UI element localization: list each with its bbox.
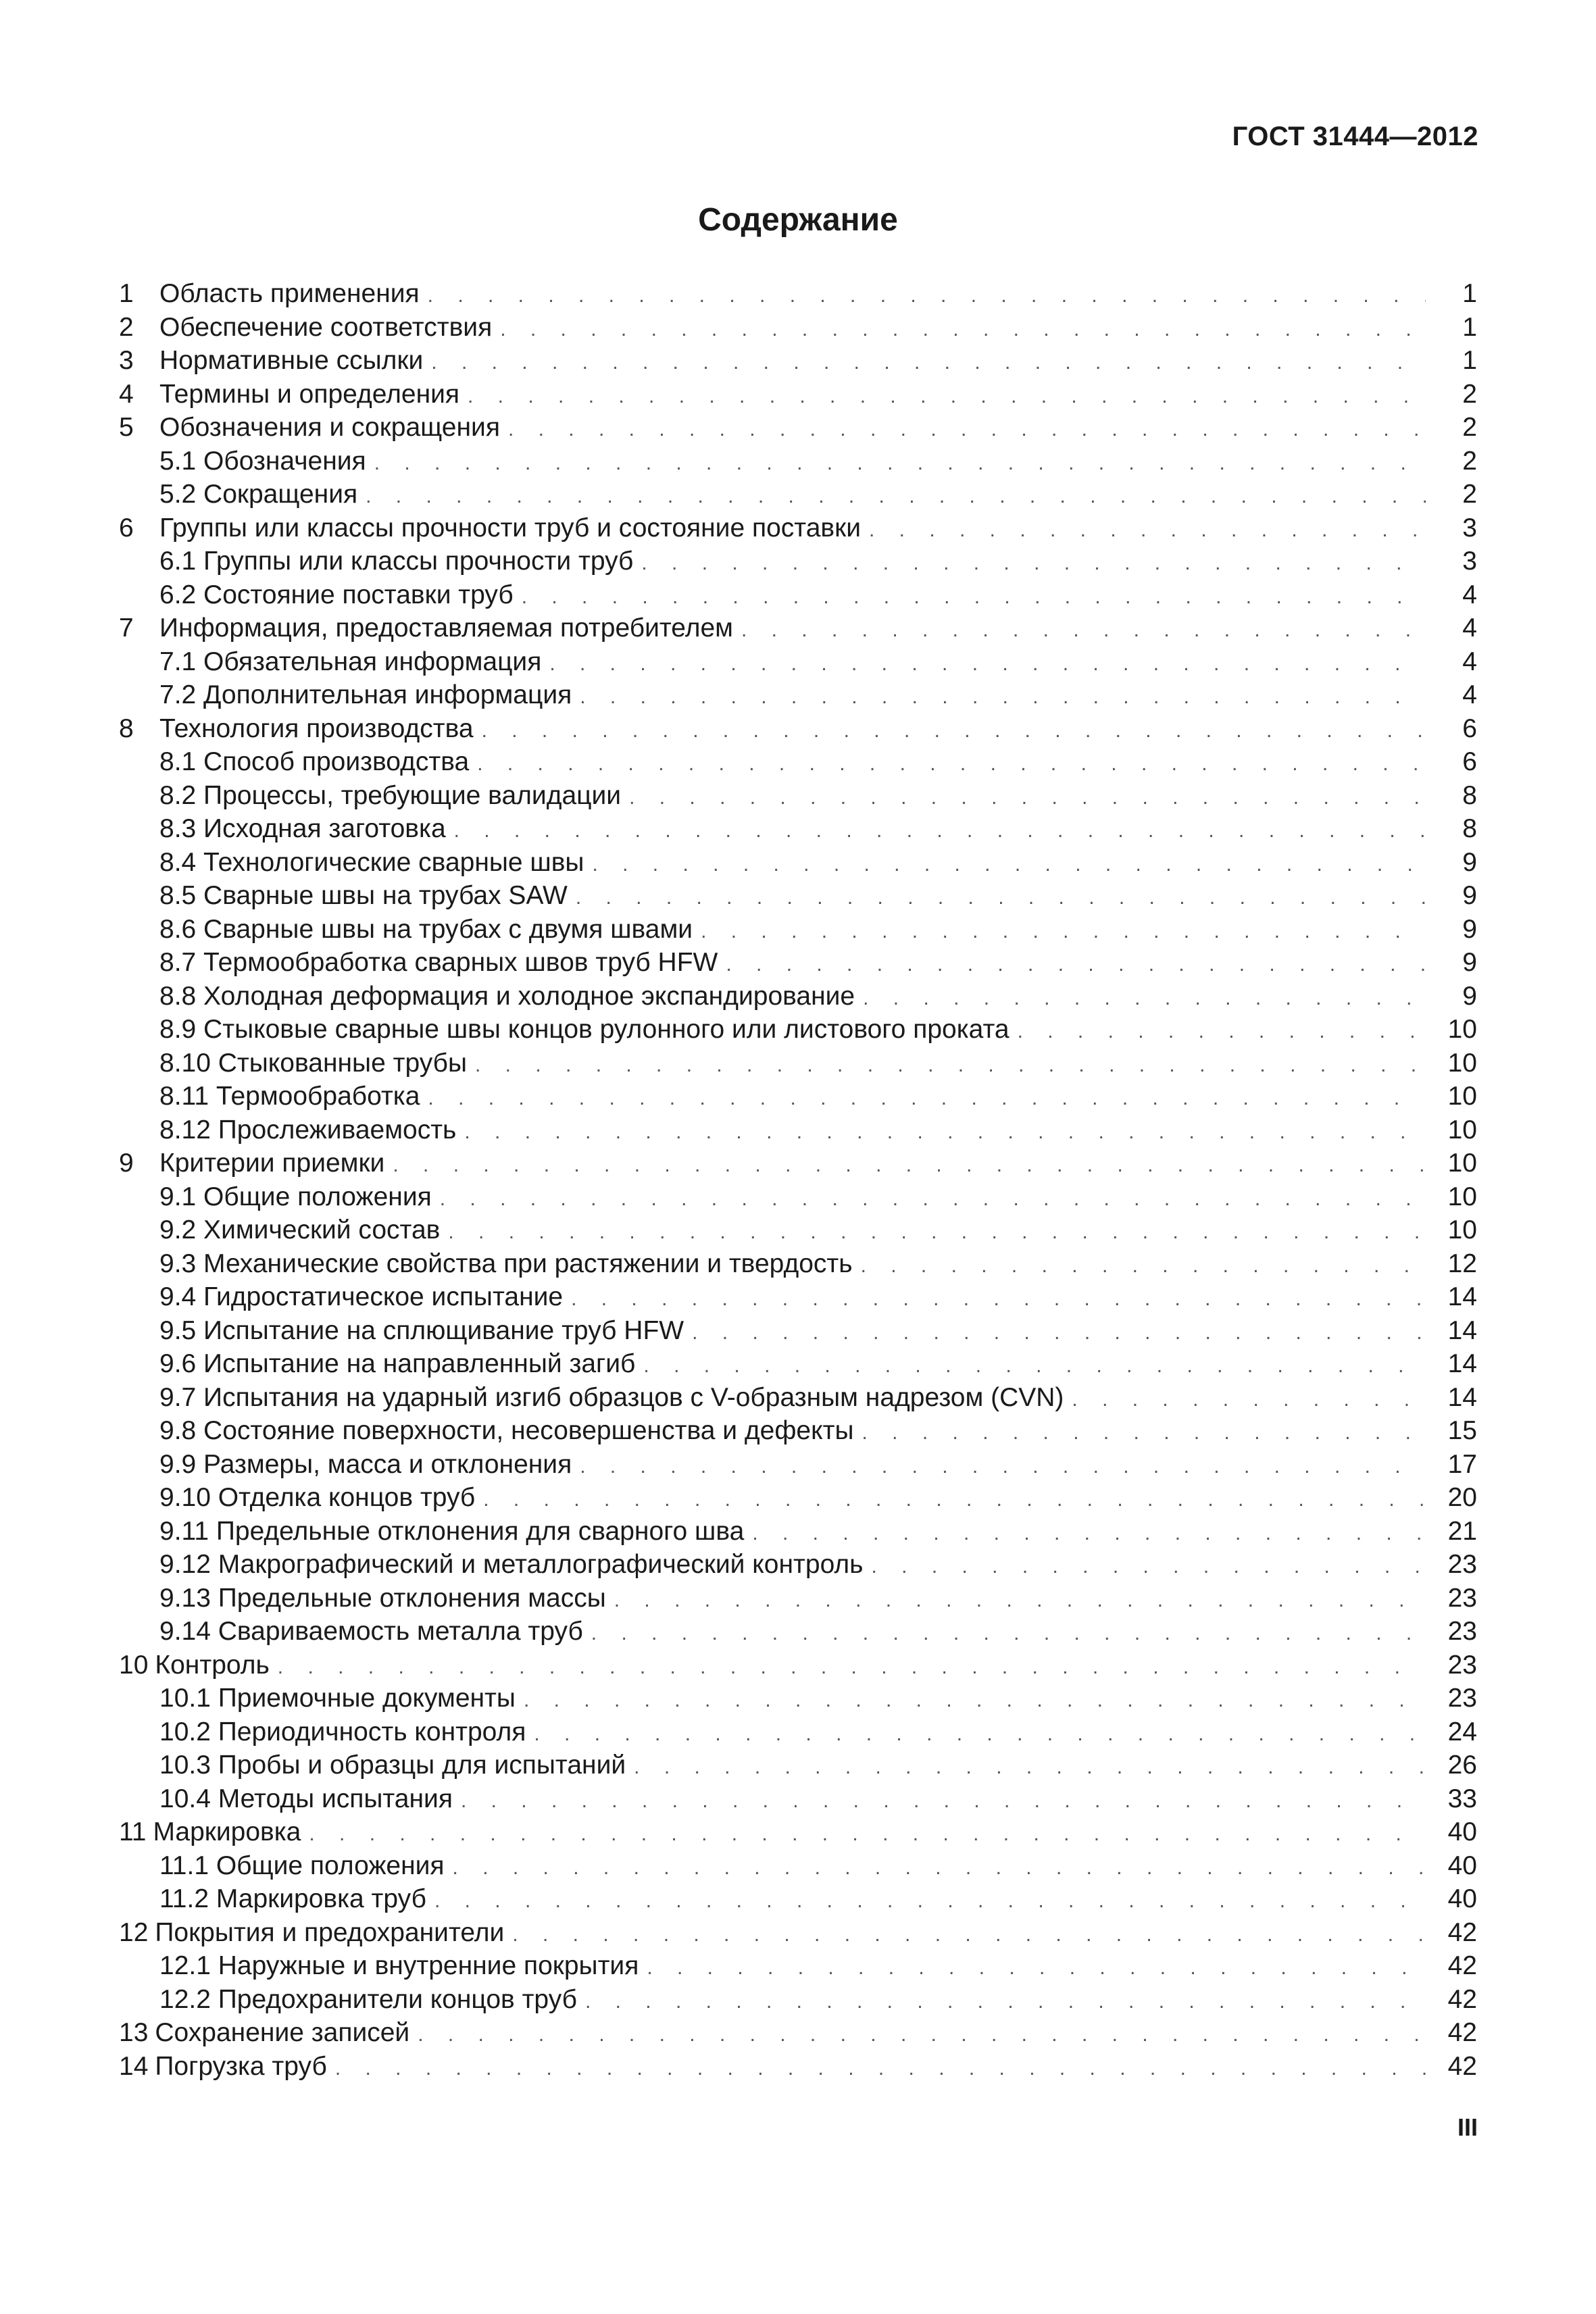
- page-title: Содержание: [698, 202, 898, 238]
- toc-entry-page: 1: [1462, 279, 1477, 308]
- toc-entry-title: Технология производства: [159, 713, 474, 743]
- toc-entry-title: 11.2 Маркировка труб: [159, 1884, 426, 1913]
- toc-entry-page: 14: [1447, 1382, 1477, 1412]
- toc-entry-number: 10: [119, 1650, 149, 1680]
- toc-entry[interactable]: [119, 344, 1477, 378]
- toc-entry-title: 8.12 Прослеживаемость: [159, 1115, 457, 1145]
- toc-entry-page: 23: [1447, 1550, 1477, 1579]
- toc-entry-page: 20: [1447, 1483, 1477, 1512]
- toc-entry[interactable]: [119, 1414, 1477, 1448]
- toc-entry[interactable]: [119, 1080, 1477, 1113]
- toc-entry-page: 2: [1462, 446, 1477, 476]
- toc-entry-number: 3: [119, 346, 134, 375]
- toc-entry-title: 10.1 Приемочные документы: [159, 1684, 516, 1713]
- toc-dot-leader: [869, 513, 1426, 547]
- toc-dot-leader: [508, 413, 1426, 447]
- toc-dot-leader: [643, 1349, 1426, 1383]
- toc-entry-number: 12: [119, 1917, 149, 1947]
- toc-entry-number: 1: [119, 279, 134, 308]
- toc-dot-leader: [482, 714, 1426, 748]
- toc-entry-page: 1: [1462, 346, 1477, 375]
- toc-entry-page: 40: [1447, 1884, 1477, 1913]
- toc-dot-leader: [752, 1517, 1426, 1551]
- toc-dot-leader: [468, 380, 1426, 413]
- toc-dot-leader: [591, 1617, 1426, 1651]
- toc-entry-title: Погрузка труб: [155, 2051, 327, 2081]
- toc-entry-title: Критерии приемки: [159, 1149, 385, 1178]
- toc-entry-number: 9: [119, 1149, 134, 1178]
- toc-dot-leader: [592, 848, 1426, 882]
- toc-entry-title: 9.2 Химический состав: [159, 1215, 441, 1244]
- toc-entry[interactable]: [119, 1113, 1477, 1147]
- toc-entry[interactable]: [119, 1013, 1477, 1047]
- toc-dot-leader: [647, 1951, 1426, 1985]
- toc-dot-leader: [585, 1985, 1426, 2019]
- toc-entry-page: 4: [1462, 680, 1477, 709]
- toc-entry[interactable]: [119, 478, 1477, 511]
- toc-entry-page: 40: [1447, 1817, 1477, 1846]
- toc-entry-title: 7.1 Обязательная информация: [159, 647, 542, 676]
- toc-dot-leader: [549, 647, 1426, 681]
- toc-entry-page: 42: [1447, 2051, 1477, 2081]
- toc-entry-number: 5: [119, 413, 134, 442]
- toc-entry-title: Информация, предоставляемая потребителем: [159, 613, 733, 643]
- toc-entry-title: Покрытия и предохранители: [155, 1917, 505, 1947]
- toc-dot-leader: [393, 1149, 1426, 1182]
- toc-entry-page: 8: [1462, 814, 1477, 843]
- toc-entry-page: 2: [1462, 379, 1477, 409]
- toc-entry[interactable]: [119, 678, 1477, 712]
- toc-entry-title: 6.2 Состояние поставки труб: [159, 580, 514, 609]
- toc-entry-title: 9.6 Испытание на направленный загиб: [159, 1349, 636, 1378]
- toc-dot-leader: [483, 1483, 1426, 1517]
- toc-dot-leader: [461, 1784, 1426, 1818]
- toc-entry-number: 6: [119, 513, 134, 543]
- toc-entry-page: 23: [1447, 1583, 1477, 1613]
- toc-dot-leader: [692, 1316, 1426, 1350]
- toc-entry-page: 3: [1462, 547, 1477, 576]
- toc-dot-leader: [512, 1918, 1426, 1952]
- toc-dot-leader: [278, 1651, 1426, 1684]
- toc-entry[interactable]: [119, 1949, 1477, 1983]
- toc-entry[interactable]: [119, 779, 1477, 813]
- toc-entry-title: 10.2 Периодичность контроля: [159, 1717, 526, 1746]
- toc-entry-title: 8.1 Способ производства: [159, 747, 470, 776]
- toc-entry[interactable]: [119, 2050, 1477, 2084]
- toc-entry[interactable]: [119, 2016, 1477, 2050]
- toc-dot-leader: [500, 313, 1426, 347]
- toc-entry-page: 4: [1462, 580, 1477, 609]
- toc-entry[interactable]: [119, 378, 1477, 411]
- toc-entry[interactable]: [119, 1983, 1477, 2017]
- toc-entry-page: 10: [1447, 1048, 1477, 1078]
- toc-entry-number: 7: [119, 613, 134, 643]
- toc-entry-title: 8.3 Исходная заготовка: [159, 814, 446, 843]
- toc-entry[interactable]: [119, 1314, 1477, 1348]
- toc-entry-title: Маркировка: [153, 1817, 301, 1846]
- toc-entry-page: 23: [1447, 1617, 1477, 1646]
- toc-entry[interactable]: [119, 1180, 1477, 1214]
- toc-entry[interactable]: [119, 611, 1477, 645]
- toc-dot-leader: [366, 480, 1426, 513]
- toc-entry[interactable]: [119, 1280, 1477, 1314]
- toc-entry-title: 8.8 Холодная деформация и холодное экспандирование: [159, 981, 855, 1011]
- toc-entry-page: 2: [1462, 480, 1477, 509]
- toc-dot-leader: [428, 1082, 1426, 1115]
- toc-entry[interactable]: [119, 879, 1477, 913]
- toc-dot-leader: [861, 1249, 1426, 1283]
- toc-entry-page: 42: [1447, 1984, 1477, 2014]
- toc-entry[interactable]: [119, 1682, 1477, 1715]
- toc-entry-title: Группы или классы прочности труб и состояние поставки: [159, 513, 861, 543]
- toc-dot-leader: [524, 1684, 1426, 1717]
- toc-entry-title: 8.6 Сварные швы на трубах с двумя швами: [159, 914, 693, 944]
- toc-entry-page: 3: [1462, 513, 1477, 543]
- toc-entry[interactable]: [119, 980, 1477, 1013]
- toc-entry-title: 9.4 Гидростатическое испытание: [159, 1282, 564, 1311]
- toc-dot-leader: [871, 1550, 1426, 1584]
- toc-entry[interactable]: [119, 1649, 1477, 1682]
- toc-entry[interactable]: [119, 1147, 1477, 1180]
- toc-entry-page: 23: [1447, 1684, 1477, 1713]
- toc-dot-leader: [741, 613, 1426, 647]
- page-number: III: [1457, 2113, 1478, 2141]
- toc-entry-page: 9: [1462, 914, 1477, 944]
- toc-dot-leader: [576, 881, 1426, 915]
- toc-entry-title: 7.2 Дополнительная информация: [159, 680, 572, 709]
- toc-entry-page: 15: [1447, 1416, 1477, 1445]
- toc-dot-leader: [641, 547, 1426, 580]
- toc-entry[interactable]: [119, 846, 1477, 880]
- toc-entry-page: 14: [1447, 1282, 1477, 1311]
- toc-entry-page: 1: [1462, 312, 1477, 342]
- toc-entry[interactable]: [119, 712, 1477, 746]
- toc-entry-title: 9.8 Состояние поверхности, несовершенства и дефекты: [159, 1416, 854, 1445]
- toc-entry-title: 5.2 Сокращения: [159, 480, 358, 509]
- toc-dot-leader: [1072, 1383, 1426, 1417]
- toc-entry-number: 11: [119, 1817, 147, 1846]
- toc-entry-title: 8.10 Стыкованные трубы: [159, 1048, 468, 1078]
- toc-entry-title: 11.1 Общие положения: [159, 1851, 445, 1880]
- toc-entry-page: 9: [1462, 847, 1477, 877]
- toc-entry[interactable]: [119, 1882, 1477, 1916]
- toc-entry-page: 6: [1462, 747, 1477, 776]
- table-of-contents: [119, 277, 1477, 2083]
- toc-dot-leader: [571, 1282, 1426, 1316]
- toc-dot-leader: [418, 2018, 1426, 2052]
- toc-entry-page: 10: [1447, 1182, 1477, 1211]
- toc-dot-leader: [431, 346, 1426, 380]
- toc-entry-title: 6.1 Группы или классы прочности труб: [159, 547, 634, 576]
- toc-entry-page: 21: [1447, 1516, 1477, 1546]
- toc-dot-leader: [374, 447, 1426, 480]
- toc-entry[interactable]: [119, 578, 1477, 612]
- toc-dot-leader: [580, 680, 1426, 714]
- toc-entry[interactable]: [119, 1916, 1477, 1950]
- toc-entry-page: 9: [1462, 948, 1477, 977]
- toc-entry-title: 10.3 Пробы и образцы для испытаний: [159, 1751, 626, 1780]
- toc-entry-page: 24: [1447, 1717, 1477, 1746]
- toc-dot-leader: [522, 580, 1426, 614]
- toc-entry-title: 10.4 Методы испытания: [159, 1784, 453, 1813]
- toc-entry-number: 2: [119, 312, 134, 342]
- toc-entry[interactable]: [119, 545, 1477, 578]
- toc-entry-title: 8.9 Стыковые сварные швы концов рулонного или листового проката: [159, 1015, 1009, 1044]
- toc-entry-page: 14: [1447, 1315, 1477, 1345]
- toc-entry-page: 40: [1447, 1851, 1477, 1880]
- toc-dot-leader: [614, 1584, 1426, 1617]
- toc-entry[interactable]: [119, 1213, 1477, 1247]
- toc-dot-leader: [454, 814, 1426, 848]
- toc-entry[interactable]: [119, 1749, 1477, 1782]
- toc-entry[interactable]: [119, 913, 1477, 947]
- toc-dot-leader: [477, 747, 1426, 781]
- toc-entry[interactable]: [119, 1582, 1477, 1615]
- toc-dot-leader: [464, 1115, 1426, 1149]
- toc-entry-page: 23: [1447, 1650, 1477, 1680]
- toc-entry-page: 4: [1462, 613, 1477, 643]
- toc-entry-page: 14: [1447, 1349, 1477, 1378]
- standard-code: ГОСТ 31444—2012: [1232, 122, 1478, 151]
- toc-entry-page: 2: [1462, 413, 1477, 442]
- toc-entry-page: 8: [1462, 780, 1477, 810]
- toc-entry-title: Область применения: [159, 279, 420, 308]
- toc-dot-leader: [453, 1851, 1426, 1885]
- toc-entry-title: Обеспечение соответствия: [159, 312, 493, 342]
- toc-entry-title: Нормативные ссылки: [159, 346, 424, 375]
- toc-entry-title: 12.2 Предохранители концов труб: [159, 1984, 577, 2014]
- toc-dot-leader: [726, 948, 1426, 982]
- toc-entry[interactable]: [119, 1548, 1477, 1582]
- toc-entry-title: 8.7 Термообработка сварных швов труб HFW: [159, 948, 718, 977]
- toc-entry[interactable]: [119, 511, 1477, 545]
- toc-entry-page: 26: [1447, 1751, 1477, 1780]
- toc-entry[interactable]: [119, 1047, 1477, 1080]
- toc-entry[interactable]: [119, 1715, 1477, 1749]
- toc-entry[interactable]: [119, 745, 1477, 779]
- toc-entry[interactable]: [119, 411, 1477, 445]
- toc-dot-leader: [862, 1416, 1426, 1450]
- toc-entry-page: 42: [1447, 2018, 1477, 2047]
- toc-entry-title: 9.10 Отделка концов труб: [159, 1483, 476, 1512]
- toc-entry-title: 9.14 Свариваемость металла труб: [159, 1617, 583, 1646]
- toc-entry-title: Термины и определения: [159, 379, 460, 409]
- toc-entry-title: 12.1 Наружные и внутренние покрытия: [159, 1951, 639, 1980]
- toc-entry[interactable]: [119, 1381, 1477, 1415]
- toc-entry-page: 9: [1462, 981, 1477, 1011]
- toc-entry[interactable]: [119, 1247, 1477, 1281]
- toc-dot-leader: [580, 1450, 1426, 1484]
- toc-entry-page: 12: [1447, 1249, 1477, 1278]
- toc-entry[interactable]: [119, 1347, 1477, 1381]
- toc-dot-leader: [634, 1751, 1426, 1784]
- toc-entry-page: 10: [1447, 1082, 1477, 1111]
- toc-dot-leader: [863, 982, 1426, 1015]
- toc-entry[interactable]: [119, 1782, 1477, 1816]
- toc-entry-page: 42: [1447, 1917, 1477, 1947]
- toc-entry-title: Сохранение записей: [155, 2018, 410, 2047]
- toc-entry-page: 42: [1447, 1951, 1477, 1980]
- toc-dot-leader: [701, 915, 1426, 949]
- toc-dot-leader: [448, 1215, 1426, 1249]
- toc-dot-leader: [434, 1884, 1426, 1918]
- toc-entry[interactable]: [119, 1815, 1477, 1849]
- toc-entry-page: 6: [1462, 713, 1477, 743]
- toc-entry[interactable]: [119, 946, 1477, 980]
- toc-entry-title: 9.3 Механические свойства при растяжении и твердость: [159, 1249, 853, 1278]
- toc-dot-leader: [534, 1717, 1426, 1751]
- toc-entry[interactable]: [119, 445, 1477, 478]
- toc-entry-page: 10: [1447, 1215, 1477, 1244]
- toc-entry[interactable]: [119, 645, 1477, 679]
- toc-entry[interactable]: [119, 1849, 1477, 1883]
- toc-entry-title: 8.2 Процессы, требующие валидации: [159, 780, 622, 810]
- toc-entry-title: 9.13 Предельные отклонения массы: [159, 1583, 606, 1613]
- toc-entry-number: 13: [119, 2018, 149, 2047]
- toc-entry-title: 9.11 Предельные отклонения для сварного шва: [159, 1516, 745, 1546]
- toc-entry[interactable]: [119, 1615, 1477, 1649]
- toc-dot-leader: [428, 279, 1426, 313]
- toc-entry-title: Обозначения и сокращения: [159, 413, 500, 442]
- toc-entry-page: 10: [1447, 1149, 1477, 1178]
- toc-entry-number: 14: [119, 2051, 149, 2081]
- toc-entry-title: 8.11 Термообработка: [159, 1082, 420, 1111]
- toc-entry-number: 4: [119, 379, 134, 409]
- toc-entry-page: 17: [1447, 1449, 1477, 1479]
- toc-entry[interactable]: [119, 277, 1477, 311]
- toc-entry-title: 9.5 Испытание на сплющивание труб HFW: [159, 1315, 684, 1345]
- toc-entry-title: 9.1 Общие положения: [159, 1182, 432, 1211]
- toc-entry-page: 10: [1447, 1015, 1477, 1044]
- toc-entry-title: 9.9 Размеры, масса и отклонения: [159, 1449, 572, 1479]
- toc-entry-title: Контроль: [155, 1650, 270, 1680]
- toc-entry-number: 8: [119, 713, 134, 743]
- toc-entry-page: 4: [1462, 647, 1477, 676]
- toc-dot-leader: [309, 1817, 1426, 1851]
- toc-entry-page: 10: [1447, 1115, 1477, 1145]
- toc-entry[interactable]: [119, 1515, 1477, 1549]
- toc-dot-leader: [475, 1049, 1426, 1082]
- toc-entry[interactable]: [119, 812, 1477, 846]
- toc-entry[interactable]: [119, 1448, 1477, 1482]
- toc-entry[interactable]: [119, 1481, 1477, 1515]
- toc-dot-leader: [629, 781, 1426, 815]
- toc-entry-page: 9: [1462, 881, 1477, 910]
- toc-entry-title: 9.12 Макрографический и металлографический контроль: [159, 1550, 864, 1579]
- toc-entry-page: 33: [1447, 1784, 1477, 1813]
- toc-dot-leader: [440, 1182, 1426, 1216]
- toc-entry-title: 5.1 Обозначения: [159, 446, 366, 476]
- toc-entry-title: 8.5 Сварные швы на трубах SAW: [159, 881, 568, 910]
- toc-entry-title: 9.7 Испытания на ударный изгиб образцов с V-образным надрезом (CVN): [159, 1382, 1064, 1412]
- toc-dot-leader: [335, 2052, 1426, 2086]
- toc-dot-leader: [1018, 1015, 1426, 1049]
- toc-entry-title: 8.4 Технологические сварные швы: [159, 847, 584, 877]
- toc-entry[interactable]: [119, 311, 1477, 345]
